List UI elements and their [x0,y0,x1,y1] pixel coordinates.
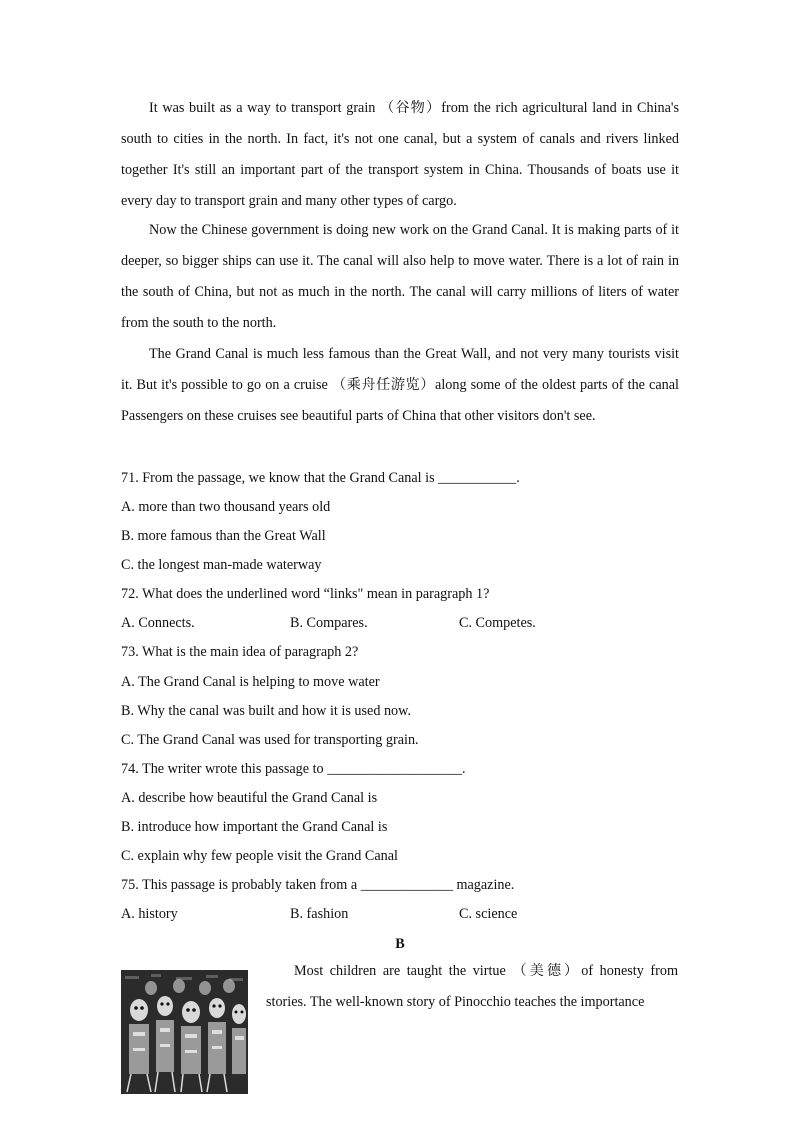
passage-b-title: B [395,936,405,952]
question-71-stem: 71. From the passage, we know that the Grand Canal is ___________. [121,470,520,486]
question-73-option-c: C. The Grand Canal was used for transporting grain. [121,732,419,748]
question-75-stem: 75. This passage is probably taken from a _____________ magazine. [121,877,515,893]
pinocchio-puppets-photo [121,970,248,1094]
question-72-option-a: A. Connects. [121,615,195,631]
question-73-option-a: A. The Grand Canal is helping to move water [121,674,380,690]
question-72-option-b: B. Compares. [290,615,368,631]
question-71-option-a: A. more than two thousand years old [121,499,331,515]
question-71-option-b: B. more famous than the Great Wall [121,528,326,544]
passage-a-paragraph-3: The Grand Canal is much less famous than the Great Wall, and not very many tourists visit it. But it's possible to go on a cruise （乘舟任游览）along some of the oldest parts of the canal Passengers on these cruises see beautiful parts of China that other visitors don't see. [121,346,679,424]
question-74-option-a: A. describe how beautiful the Grand Canal is [121,790,378,806]
question-74-option-b: B. introduce how important the Grand Canal is [121,819,388,835]
question-71-option-c: C. the longest man-made waterway [121,557,322,573]
passage-a-paragraph-2: Now the Chinese government is doing new work on the Grand Canal. It is making parts of it deeper, so bigger ships can use it. The canal will also help to move water. There is a lot of rain in the south of China, but not as much in the north. The canal will carry millions of liters of water from the south to the north. [121,222,679,331]
question-75-option-b: B. fashion [290,906,349,922]
question-74-stem: 74. The writer wrote this passage to ___________________. [121,761,466,777]
question-72-option-c: C. Competes. [459,615,536,631]
question-74-option-c: C. explain why few people visit the Grand Canal [121,848,398,864]
question-75-option-c: C. science [459,906,518,922]
question-72-stem: 72. What does the underlined word “links" mean in paragraph 1? [121,586,490,602]
question-75-option-a: A. history [121,906,178,922]
question-73-stem: 73. What is the main idea of paragraph 2? [121,644,359,660]
question-73-option-b: B. Why the canal was built and how it is used now. [121,703,412,719]
passage-b-paragraph-1: Most children are taught the virtue （美德）of honesty from stories. The well-known story of Pinocchio teaches the importance [266,963,678,1010]
passage-a-paragraph-1: It was built as a way to transport grain （谷物）from the rich agricultural land in China's south to cities in the north. In fact, it's not one canal, but a system of canals and rivers linked together It's still an important part of the transport system in China. Thousands of boats use it every day to transport grain and many other types of cargo. [121,100,679,209]
